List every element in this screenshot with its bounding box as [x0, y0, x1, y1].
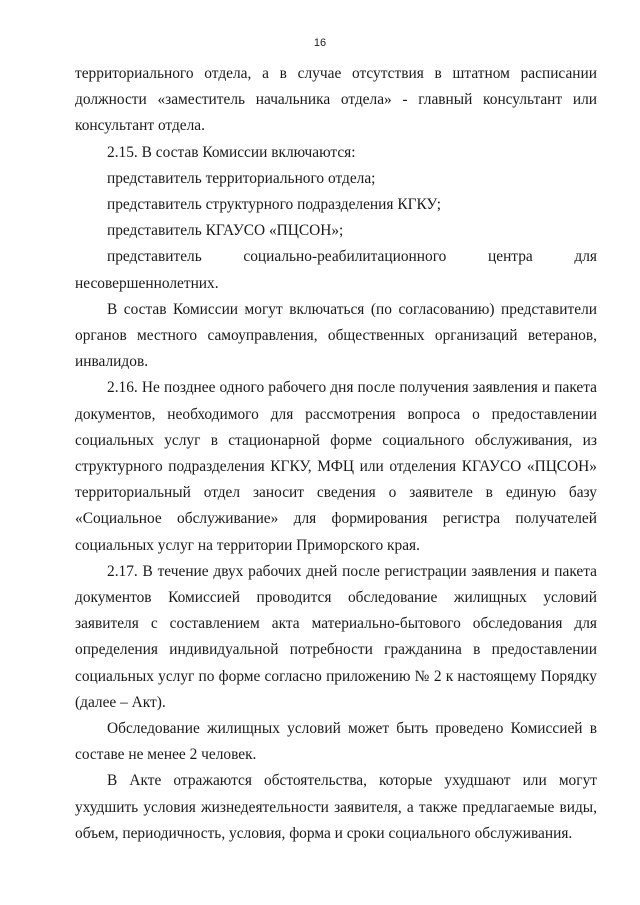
commission-member-4-continuation: несовершеннолетних.: [75, 274, 219, 292]
commission-member-4: представитель социально-реабилитационного центра для: [107, 248, 597, 266]
paragraph-2-15-heading: 2.15. В состав Комиссии включаются:: [107, 143, 356, 161]
paragraph-continuation: территориального отдела, а в случае отсутствия в штатном расписании должности «заместитель начальника отдела» - главный консультант или консультант отдела.: [75, 65, 597, 135]
paragraph-2-17: 2.17. В течение двух рабочих дней после регистрации заявления и пакета документов Комиссией проводится обследование жилищных условий заявителя с составлением акта материально-бытового обследования для определения индивидуальной потребности гражданина в предоставлении социальных услуг по форме согласно приложению № 2 к настоящему Порядку (далее – Акт).: [75, 562, 597, 711]
commission-member-3: представитель КГАУСО «ПЦСОН»;: [107, 222, 344, 240]
paragraph-act-contents: В Акте отражаются обстоятельства, которые ухудшают или могут ухудшить условия жизнедеятельности заявителя, а также предлагаемые виды, объем, периодичность, условия, форма и сроки социального обслуживания.: [75, 772, 597, 842]
paragraph-2-16: 2.16. Не позднее одного рабочего дня после получения заявления и пакета документов, необходимого для рассмотрения вопроса о предоставлении социальных услуг в стационарной форме социального обслуживания, из структурного подразделения КГКУ, МФЦ или отделения КГАУСО «ПЦСОН» территориальный отдел заносит сведения о заявителе в единую базу «Социальное обслуживание» для формирования регистра получателей социальных услуг на территории Приморского края.: [75, 379, 597, 554]
paragraph-inspection: Обследование жилищных условий может быть проведено Комиссией в составе не менее 2 человек.: [75, 720, 597, 764]
page-number: 16: [313, 37, 327, 49]
paragraph-optional-members: В состав Комиссии могут включаться (по согласованию) представители органов местного самоуправления, общественных организаций ветеранов, инвалидов.: [75, 300, 597, 371]
commission-member-2: представитель структурного подразделения КГКУ;: [107, 196, 442, 214]
commission-member-1: представитель территориального отдела;: [107, 169, 376, 187]
document-body: [75, 61, 597, 847]
